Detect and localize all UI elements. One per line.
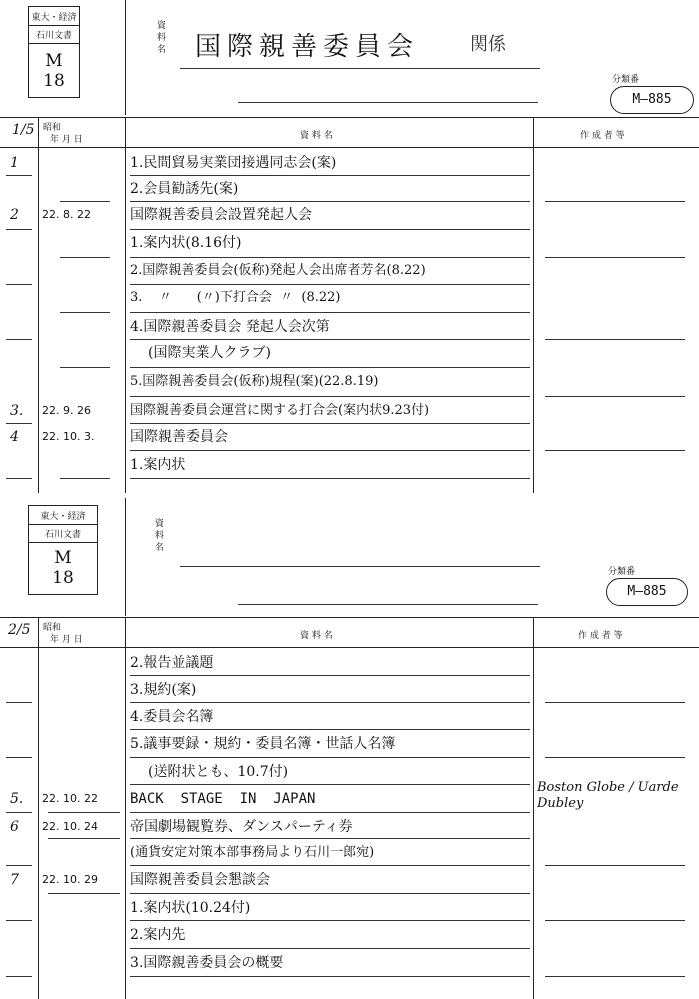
item-number (10, 840, 36, 866)
item-title: 1.案内状 (130, 457, 186, 473)
item-author (537, 424, 697, 450)
item-author (537, 176, 697, 202)
item-date (42, 452, 122, 478)
document-title-suffix: 関係 (470, 34, 506, 55)
item-date (42, 731, 122, 757)
item-date: 22. 10. 22 (42, 792, 98, 805)
title-label: 資料名 (155, 519, 165, 553)
item-number (10, 922, 36, 948)
list-item (0, 922, 699, 948)
item-title: 4.国際親善委員会 発起人会次第 (130, 319, 330, 335)
item-number (10, 314, 36, 340)
item-number (10, 176, 36, 202)
item-author (537, 202, 697, 228)
list-item (0, 650, 699, 676)
list-item (0, 176, 699, 202)
item-date (42, 650, 122, 676)
item-author (537, 950, 697, 976)
item-number: 3. (10, 403, 24, 419)
item-date (42, 176, 122, 202)
item-author (537, 731, 697, 757)
stamp-code-number: 18 (43, 71, 65, 91)
list-item (0, 314, 699, 340)
item-date (42, 950, 122, 976)
item-title: 2.案内先 (130, 927, 186, 943)
list-item (0, 398, 699, 424)
list-item (0, 950, 699, 976)
item-author (537, 340, 697, 366)
item-author (537, 150, 697, 176)
item-date (42, 369, 122, 395)
item-author (537, 895, 697, 921)
item-title: 3.国際親善委員会の概要 (130, 955, 284, 971)
item-number: 7 (10, 872, 19, 888)
item-number (10, 704, 36, 730)
list-item (0, 150, 699, 176)
table-header (0, 118, 699, 147)
item-date (42, 258, 122, 284)
item-date: 22. 10. 3. (42, 430, 95, 443)
item-author (537, 650, 697, 676)
item-title: 5.国際親善委員会(仮称)規程(案)(22.8.19) (130, 374, 379, 389)
list-item (0, 731, 699, 757)
item-author (537, 922, 697, 948)
stamp-code-letter: M (54, 548, 72, 568)
item-date (42, 285, 122, 311)
item-number (10, 759, 36, 785)
archive-stamp (28, 6, 80, 98)
item-author (537, 285, 697, 311)
item-number (10, 369, 36, 395)
item-date (42, 677, 122, 703)
item-date (42, 840, 122, 866)
item-author (537, 814, 697, 840)
stamp-line-1: 東大・経済 (40, 512, 86, 522)
item-number (10, 340, 36, 366)
item-date (42, 340, 122, 366)
item-title: 5.議事要録・規約・委員名簿・世話人名簿 (130, 736, 396, 752)
card-number: 1/5 (12, 122, 35, 138)
classification-label: 分類番 (608, 567, 636, 577)
name-header: 資 料 名 (300, 631, 333, 641)
item-number: 1 (10, 155, 19, 171)
item-date (42, 922, 122, 948)
list-item (0, 340, 699, 366)
item-number: 5. (10, 791, 24, 807)
item-title: 国際親善委員会運営に関する打合会(案内状9.23付) (130, 403, 430, 418)
list-item (0, 677, 699, 703)
item-author (537, 258, 697, 284)
table-header (0, 618, 699, 647)
item-author (537, 230, 697, 256)
item-date: 22. 8. 22 (42, 208, 91, 221)
item-author: Boston Globe / Uarde Dubley (537, 780, 679, 811)
item-title: 国際親善委員会 (130, 429, 228, 445)
card-number: 2/5 (8, 622, 31, 638)
item-author (537, 398, 697, 424)
item-author (537, 369, 697, 395)
item-number (10, 731, 36, 757)
item-title: 2.報告並議題 (130, 655, 214, 671)
item-number (10, 950, 36, 976)
list-item (0, 258, 699, 284)
item-title: (通貨安定対策本部事務局より石川一郎宛) (130, 845, 375, 860)
era-label: 昭和 (43, 623, 62, 633)
list-item (0, 452, 699, 478)
list-item (0, 814, 699, 840)
item-title: 2.会員勧誘先(案) (130, 181, 239, 197)
author-header: 作 成 者 等 (578, 631, 623, 641)
item-number (10, 258, 36, 284)
item-title: 国際親善委員会設置発起人会 (130, 207, 312, 223)
document-title: 国際親善委員会 (195, 32, 420, 62)
item-number: 6 (10, 819, 19, 835)
item-number (10, 452, 36, 478)
item-title: 1.案内状(8.16付) (130, 235, 242, 251)
list-item (0, 202, 699, 228)
item-author (537, 314, 697, 340)
classification-code: M—885 (610, 86, 694, 114)
item-date: 22. 9. 26 (42, 404, 91, 417)
item-number (10, 230, 36, 256)
classification-label: 分類番 (612, 75, 640, 85)
item-title: 1.案内状(10.24付) (130, 900, 251, 916)
list-item (0, 230, 699, 256)
item-title: BACK STAGE IN JAPAN (130, 791, 316, 807)
stamp-line-2: 石川文書 (35, 31, 72, 41)
era-label: 昭和 (43, 123, 62, 133)
item-number (10, 895, 36, 921)
stamp-code-number: 18 (52, 568, 74, 588)
item-title: 4.委員会名簿 (130, 709, 214, 725)
item-author (537, 677, 697, 703)
item-date (42, 759, 122, 785)
title-label: 資料名 (157, 21, 167, 55)
item-author (537, 840, 697, 866)
item-number (10, 650, 36, 676)
archive-stamp (28, 505, 98, 595)
item-title: (送附状とも、10.7付) (148, 764, 289, 780)
item-number: 4 (10, 429, 19, 445)
list-item (0, 369, 699, 395)
list-item (0, 840, 699, 866)
item-date (42, 230, 122, 256)
item-date: 22. 10. 24 (42, 820, 98, 833)
item-author (537, 452, 697, 478)
author-header: 作 成 者 等 (580, 131, 625, 141)
stamp-line-1: 東大・経済 (31, 13, 77, 23)
date-header: 年 月 日 (50, 135, 83, 145)
classification-code: M—885 (606, 578, 688, 606)
list-item (0, 895, 699, 921)
item-date (42, 314, 122, 340)
item-date: 22. 10. 29 (42, 873, 98, 886)
item-date (42, 704, 122, 730)
item-title: (国際実業人クラブ) (148, 345, 271, 361)
item-title: 帝国劇場観覧券、ダンスパーティ券 (130, 819, 353, 835)
name-header: 資 料 名 (300, 131, 333, 141)
item-number (10, 285, 36, 311)
list-item (0, 704, 699, 730)
item-number: 2 (10, 207, 19, 223)
list-item (0, 424, 699, 450)
item-date (42, 895, 122, 921)
item-author (537, 704, 697, 730)
item-title: 3. 〃 (〃)下打合会 〃 (8.22) (130, 290, 341, 305)
list-item (0, 867, 699, 893)
item-number (10, 677, 36, 703)
stamp-line-2: 石川文書 (44, 530, 81, 540)
stamp-code-letter: M (45, 51, 63, 71)
item-title: 国際親善委員会懇談会 (130, 872, 270, 888)
item-author (537, 867, 697, 893)
list-item (0, 285, 699, 311)
item-title: 1.民間貿易実業団接遇同志会(案) (130, 155, 337, 171)
date-header: 年 月 日 (50, 635, 83, 645)
item-title: 3.規約(案) (130, 682, 197, 698)
item-date (42, 150, 122, 176)
item-title: 2.国際親善委員会(仮称)発起人会出席者芳名(8.22) (130, 263, 426, 278)
